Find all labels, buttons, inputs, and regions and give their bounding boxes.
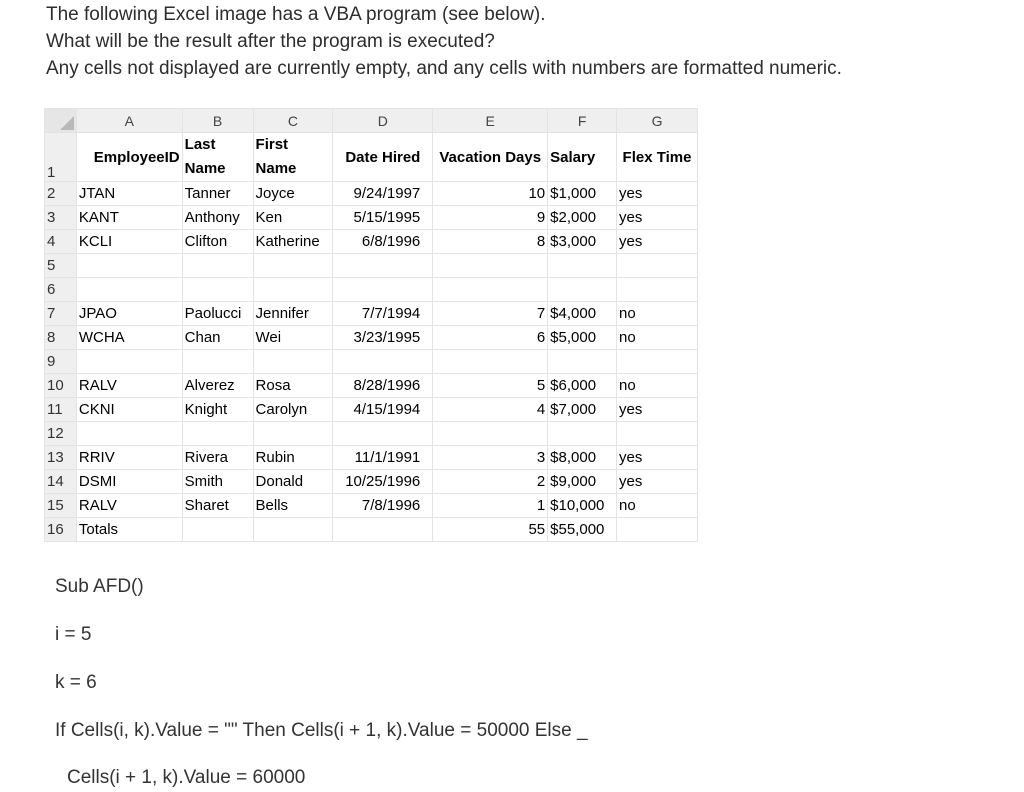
table-row	[45, 374, 698, 398]
cell-employee-id: WCHA	[76, 326, 182, 350]
column-header: C	[253, 109, 333, 133]
cell-vacation-days: 1	[433, 494, 548, 518]
cell-last-name: Chan	[182, 326, 253, 350]
cell-first-name: Carolyn	[253, 398, 333, 422]
cell-date-hired: 11/1/1991	[333, 446, 433, 470]
cell-first-name: Rosa	[253, 374, 333, 398]
row-number: 13	[45, 446, 77, 470]
cell-date-hired: 9/24/1997	[333, 182, 433, 206]
cell-flex-time: yes	[617, 230, 698, 254]
cell-flex-time: no	[617, 374, 698, 398]
cell-employee-id: RALV	[76, 374, 182, 398]
cell-vacation-days: 2	[433, 470, 548, 494]
cell-last-name	[182, 254, 253, 278]
cell-flex-time: yes	[617, 446, 698, 470]
code-line-2: i = 5	[55, 624, 92, 645]
header-first-name: First Name	[253, 133, 333, 182]
table-row	[45, 398, 698, 422]
cell-salary: $55,000	[548, 518, 617, 542]
sheet-body	[45, 182, 698, 542]
cell-last-name	[182, 278, 253, 302]
cell-salary	[548, 278, 617, 302]
cell-vacation-days	[433, 254, 548, 278]
cell-vacation-days: 5	[433, 374, 548, 398]
table-row	[45, 518, 698, 542]
question-line-1: The following Excel image has a VBA program (see below).	[46, 4, 546, 25]
cell-salary: $2,000	[548, 206, 617, 230]
question-line-2: What will be the result after the program is executed?	[46, 31, 495, 52]
spreadsheet-grid	[44, 108, 698, 542]
cell-flex-time: no	[617, 302, 698, 326]
column-header: F	[548, 109, 617, 133]
header-date-hired: Date Hired	[333, 133, 433, 182]
cell-date-hired: 6/8/1996	[333, 230, 433, 254]
row-number: 7	[45, 302, 77, 326]
cell-last-name: Paolucci	[182, 302, 253, 326]
code-line-1: Sub AFD()	[55, 576, 144, 597]
row-number: 12	[45, 422, 77, 446]
cell-first-name: Ken	[253, 206, 333, 230]
cell-last-name	[182, 518, 253, 542]
header-row	[45, 133, 698, 182]
cell-salary	[548, 350, 617, 374]
cell-employee-id: RRIV	[76, 446, 182, 470]
cell-salary	[548, 422, 617, 446]
table-row	[45, 206, 698, 230]
cell-salary: $8,000	[548, 446, 617, 470]
cell-first-name: Rubin	[253, 446, 333, 470]
row-number: 15	[45, 494, 77, 518]
cell-date-hired	[333, 254, 433, 278]
cell-last-name	[182, 350, 253, 374]
cell-salary: $6,000	[548, 374, 617, 398]
cell-first-name	[253, 278, 333, 302]
table-row	[45, 326, 698, 350]
cell-salary: $1,000	[548, 182, 617, 206]
column-header: A	[76, 109, 182, 133]
cell-last-name: Rivera	[182, 446, 253, 470]
cell-last-name: Anthony	[182, 206, 253, 230]
cell-vacation-days: 10	[433, 182, 548, 206]
row-number: 16	[45, 518, 77, 542]
column-header: D	[333, 109, 433, 133]
cell-employee-id: KCLI	[76, 230, 182, 254]
row-number: 8	[45, 326, 77, 350]
cell-date-hired	[333, 422, 433, 446]
cell-first-name: Joyce	[253, 182, 333, 206]
header-salary: Salary	[548, 133, 617, 182]
cell-salary	[548, 254, 617, 278]
row-number: 4	[45, 230, 77, 254]
select-all-corner	[45, 109, 77, 133]
cell-date-hired: 5/15/1995	[333, 206, 433, 230]
cell-employee-id: Totals	[76, 518, 182, 542]
cell-employee-id: JTAN	[76, 182, 182, 206]
cell-first-name	[253, 350, 333, 374]
cell-first-name: Katherine	[253, 230, 333, 254]
cell-flex-time: yes	[617, 206, 698, 230]
cell-date-hired: 4/15/1994	[333, 398, 433, 422]
cell-last-name	[182, 422, 253, 446]
cell-salary: $9,000	[548, 470, 617, 494]
cell-salary: $4,000	[548, 302, 617, 326]
code-line-5: Cells(i + 1, k).Value = 60000	[67, 767, 306, 788]
row-number: 3	[45, 206, 77, 230]
table-row	[45, 302, 698, 326]
cell-flex-time: yes	[617, 398, 698, 422]
cell-employee-id	[76, 350, 182, 374]
cell-date-hired	[333, 518, 433, 542]
table-row	[45, 422, 698, 446]
cell-vacation-days: 7	[433, 302, 548, 326]
header-employee-id: EmployeeID	[76, 133, 182, 182]
table-row	[45, 470, 698, 494]
cell-flex-time	[617, 254, 698, 278]
column-header: B	[182, 109, 253, 133]
cell-first-name: Donald	[253, 470, 333, 494]
cell-date-hired	[333, 278, 433, 302]
cell-date-hired	[333, 350, 433, 374]
cell-date-hired: 8/28/1996	[333, 374, 433, 398]
header-last-name: Last Name	[182, 133, 253, 182]
cell-vacation-days: 6	[433, 326, 548, 350]
cell-vacation-days	[433, 350, 548, 374]
column-header: G	[617, 109, 698, 133]
cell-date-hired: 10/25/1996	[333, 470, 433, 494]
header-vacation-days: Vacation Days	[433, 133, 548, 182]
cell-flex-time	[617, 422, 698, 446]
cell-employee-id: RALV	[76, 494, 182, 518]
cell-last-name: Sharet	[182, 494, 253, 518]
cell-last-name: Knight	[182, 398, 253, 422]
code-line-3: k = 6	[55, 672, 97, 693]
cell-employee-id: CKNI	[76, 398, 182, 422]
cell-vacation-days	[433, 422, 548, 446]
table-row	[45, 350, 698, 374]
cell-flex-time: yes	[617, 470, 698, 494]
cell-salary: $10,000	[548, 494, 617, 518]
cell-vacation-days: 8	[433, 230, 548, 254]
cell-last-name: Clifton	[182, 230, 253, 254]
cell-employee-id: DSMI	[76, 470, 182, 494]
cell-date-hired: 3/23/1995	[333, 326, 433, 350]
column-header: E	[433, 109, 548, 133]
cell-employee-id	[76, 254, 182, 278]
row-number: 9	[45, 350, 77, 374]
cell-employee-id	[76, 278, 182, 302]
cell-first-name: Bells	[253, 494, 333, 518]
header-flex-time: Flex Time	[617, 133, 698, 182]
cell-vacation-days: 55	[433, 518, 548, 542]
cell-first-name: Wei	[253, 326, 333, 350]
cell-salary: $7,000	[548, 398, 617, 422]
row-number: 11	[45, 398, 77, 422]
cell-salary: $3,000	[548, 230, 617, 254]
cell-flex-time	[617, 350, 698, 374]
cell-date-hired: 7/7/1994	[333, 302, 433, 326]
table-row	[45, 254, 698, 278]
row-number: 6	[45, 278, 77, 302]
cell-first-name	[253, 254, 333, 278]
cell-last-name: Tanner	[182, 182, 253, 206]
row-number: 5	[45, 254, 77, 278]
cell-first-name	[253, 422, 333, 446]
column-header-row	[45, 109, 698, 133]
table-row	[45, 494, 698, 518]
cell-flex-time	[617, 278, 698, 302]
cell-employee-id: KANT	[76, 206, 182, 230]
row-number: 2	[45, 182, 77, 206]
cell-flex-time: no	[617, 494, 698, 518]
cell-vacation-days: 3	[433, 446, 548, 470]
table-row	[45, 230, 698, 254]
spreadsheet-image	[44, 108, 698, 538]
cell-vacation-days: 9	[433, 206, 548, 230]
cell-last-name: Alverez	[182, 374, 253, 398]
cell-first-name	[253, 518, 333, 542]
table-row	[45, 446, 698, 470]
cell-salary: $5,000	[548, 326, 617, 350]
table-row	[45, 278, 698, 302]
cell-first-name: Jennifer	[253, 302, 333, 326]
cell-date-hired: 7/8/1996	[333, 494, 433, 518]
cell-flex-time: yes	[617, 182, 698, 206]
cell-flex-time	[617, 518, 698, 542]
table-row	[45, 182, 698, 206]
cell-employee-id	[76, 422, 182, 446]
cell-employee-id: JPAO	[76, 302, 182, 326]
row-number: 14	[45, 470, 77, 494]
cell-vacation-days: 4	[433, 398, 548, 422]
question-line-3: Any cells not displayed are currently empty, and any cells with numbers are formatted numeric.	[46, 58, 842, 79]
row-number: 1	[45, 133, 77, 182]
cell-vacation-days	[433, 278, 548, 302]
cell-last-name: Smith	[182, 470, 253, 494]
code-line-4: If Cells(i, k).Value = "" Then Cells(i + 1, k).Value = 50000 Else _	[55, 720, 588, 741]
cell-flex-time: no	[617, 326, 698, 350]
row-number: 10	[45, 374, 77, 398]
